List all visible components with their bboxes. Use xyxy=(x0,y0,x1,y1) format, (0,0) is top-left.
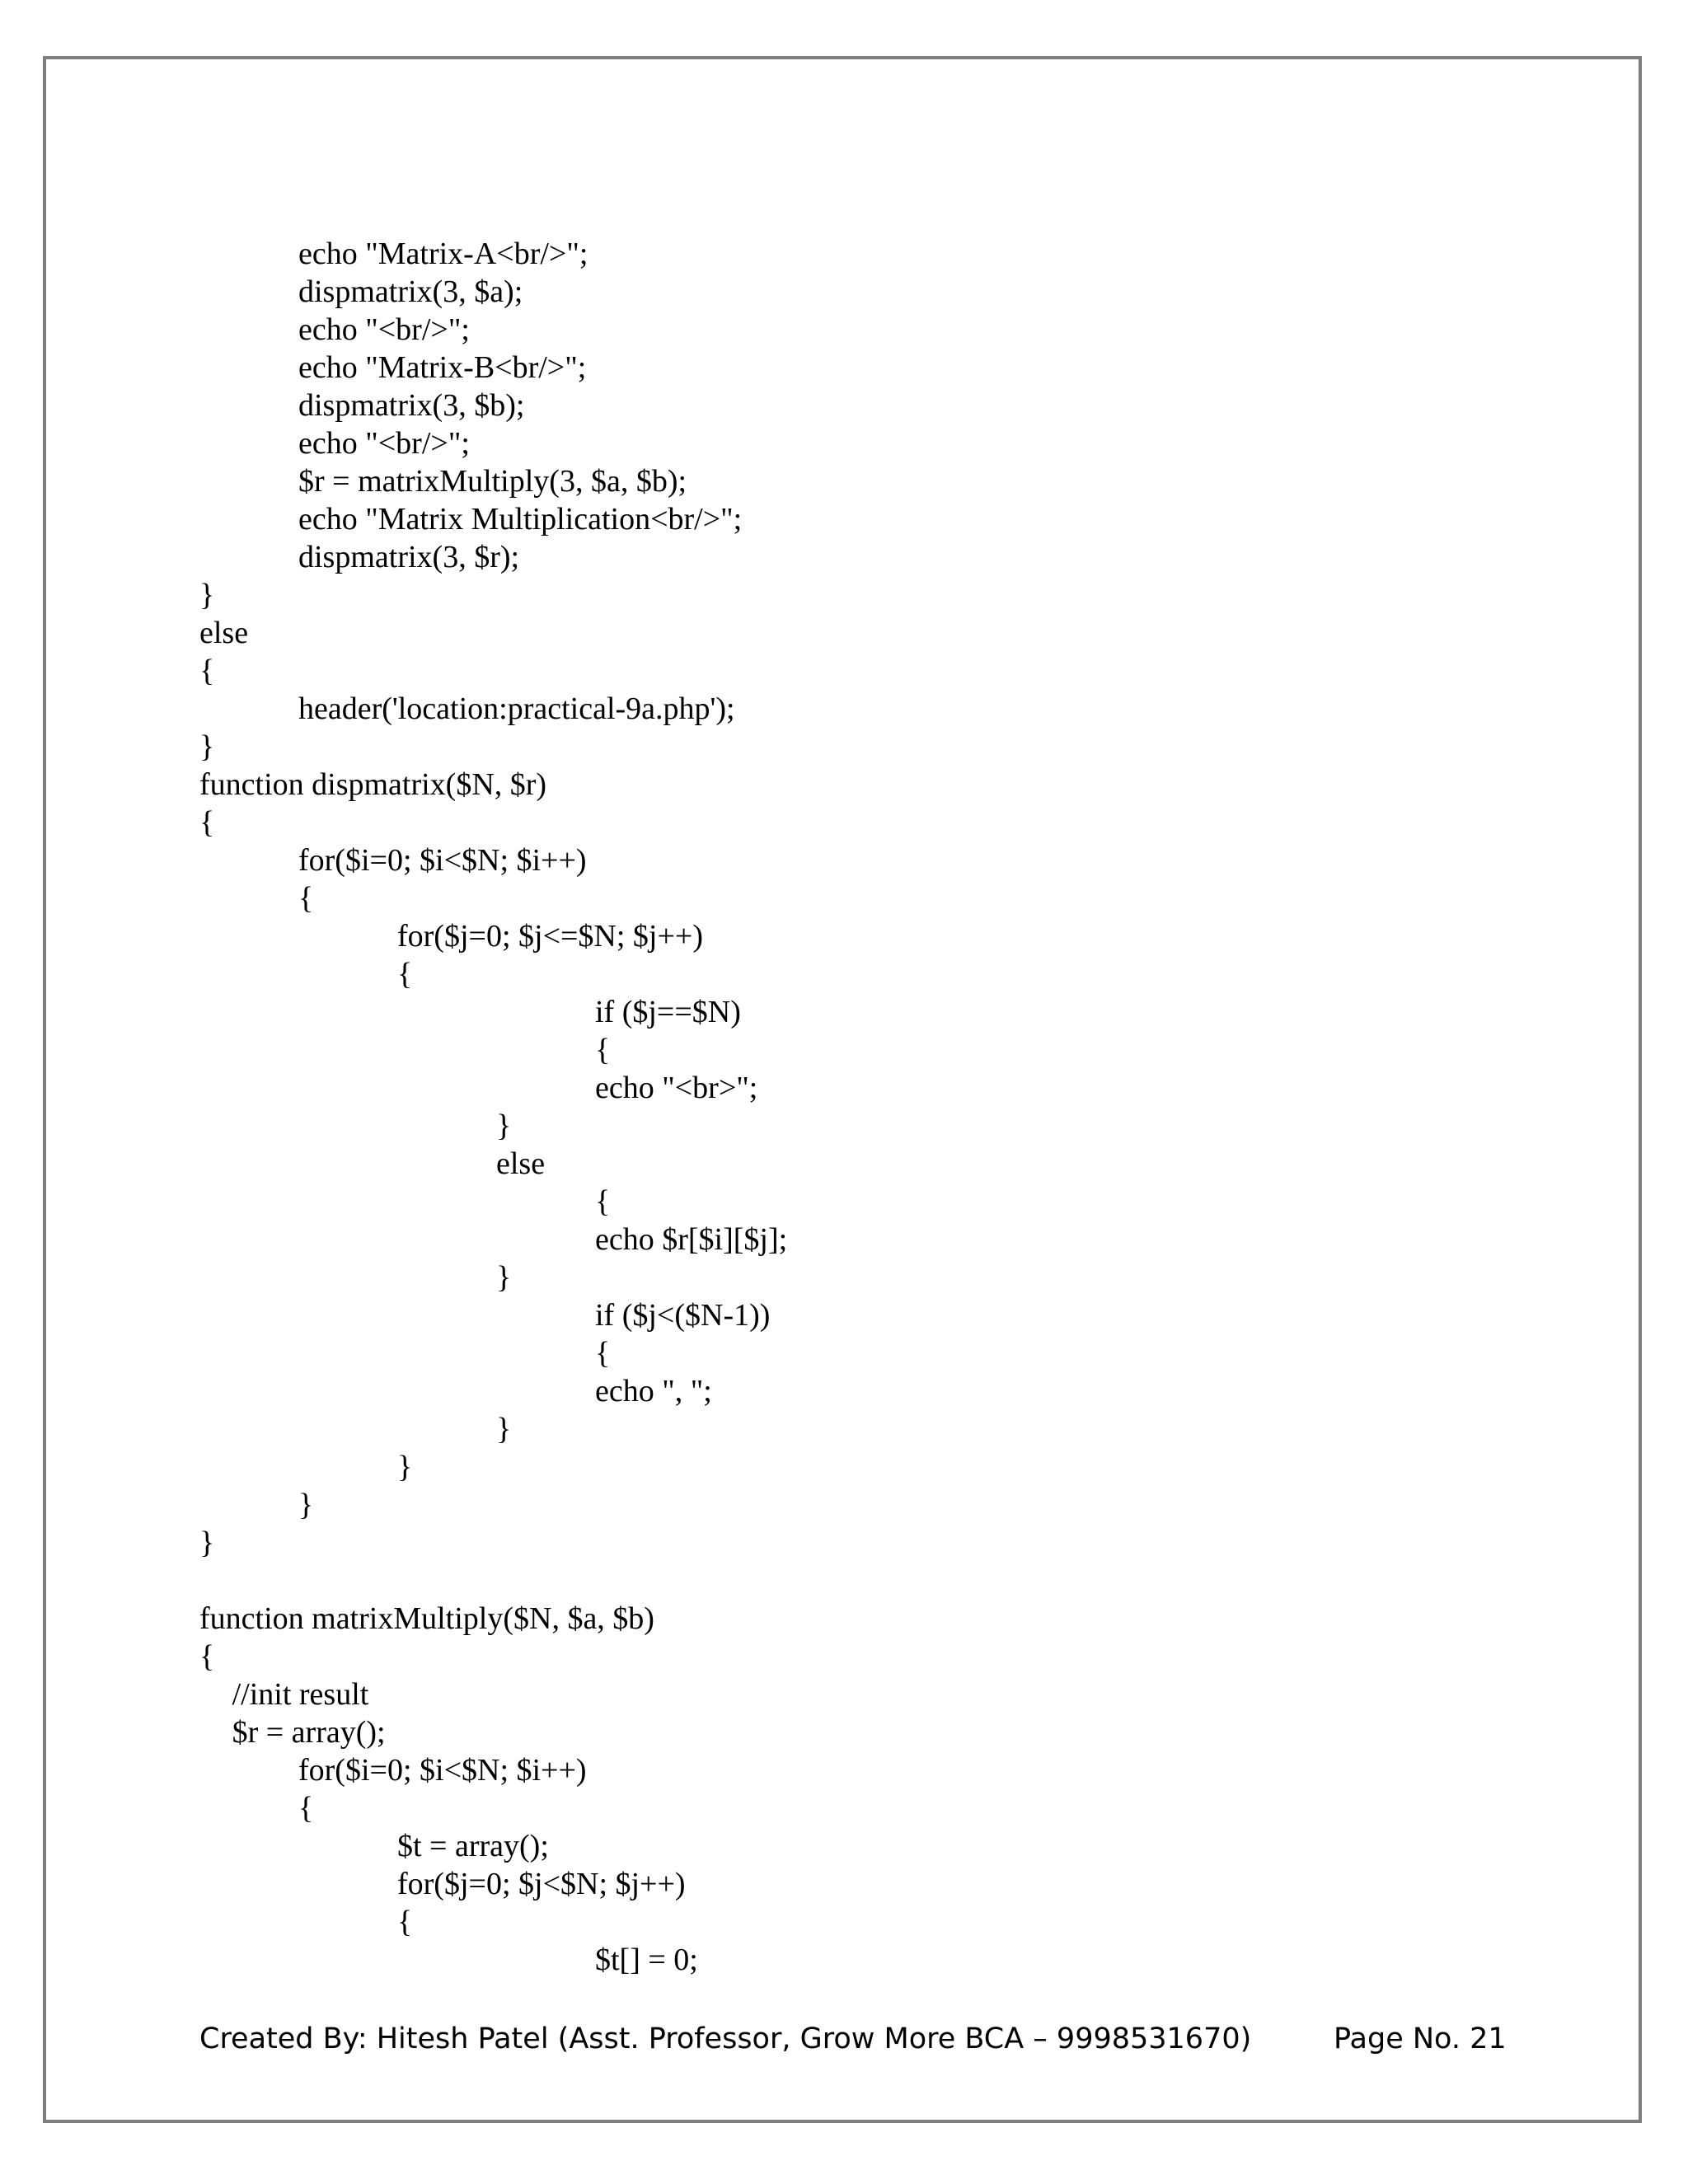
code-line: function matrixMultiply($N, $a, $b) xyxy=(199,1601,654,1636)
code-line: else xyxy=(199,616,249,650)
code-line: echo "Matrix-B<br/>"; xyxy=(298,350,587,385)
code-line: for($i=0; $i<$N; $i++) xyxy=(298,1753,587,1788)
code-line: dispmatrix(3, $r); xyxy=(298,540,520,574)
code-line: } xyxy=(496,1412,512,1446)
code-line: //init result xyxy=(232,1677,369,1712)
code-line: { xyxy=(397,1905,413,1939)
code-line: for($j=0; $j<$N; $j++) xyxy=(397,1867,686,1901)
code-line: if ($j<($N-1)) xyxy=(595,1298,771,1333)
code-line: { xyxy=(298,881,314,916)
code-line: } xyxy=(496,1260,512,1295)
code-line: $t = array(); xyxy=(397,1829,549,1863)
code-line: for($j=0; $j<=$N; $j++) xyxy=(397,919,704,954)
code-line: $r = array(); xyxy=(232,1715,386,1750)
code-line: } xyxy=(298,1488,314,1522)
code-line: } xyxy=(397,1450,413,1484)
code-line: { xyxy=(298,1791,314,1825)
page-border xyxy=(43,56,1642,2123)
code-line: } xyxy=(496,1108,512,1143)
code-line: dispmatrix(3, $b); xyxy=(298,388,525,423)
footer-credit: Created By: Hitesh Patel (Asst. Professor, Grow More BCA – 9998531670) xyxy=(199,2022,1252,2055)
code-line: } xyxy=(199,1526,215,1560)
code-line: } xyxy=(199,729,215,764)
code-line: for($i=0; $i<$N; $i++) xyxy=(298,843,587,878)
code-line: echo "<br>"; xyxy=(595,1071,758,1105)
code-line: function dispmatrix($N, $r) xyxy=(199,767,547,802)
code-line: { xyxy=(397,957,413,991)
code-line: { xyxy=(199,1639,215,1674)
code-line: } xyxy=(199,578,215,612)
code-line: header('location:practical-9a.php'); xyxy=(298,691,735,726)
code-line: { xyxy=(595,1336,611,1371)
code-line: echo $r[$i][$j]; xyxy=(595,1222,788,1257)
code-line: $r = matrixMultiply(3, $a, $b); xyxy=(298,464,687,499)
code-line: else xyxy=(496,1146,546,1181)
code-line: echo "<br/>"; xyxy=(298,426,470,461)
code-line: echo ", "; xyxy=(595,1374,712,1408)
code-line: echo "Matrix Multiplication<br/>"; xyxy=(298,502,743,537)
code-line: echo "Matrix-A<br/>"; xyxy=(298,237,588,271)
code-line: { xyxy=(595,1033,611,1067)
code-line: echo "<br/>"; xyxy=(298,312,470,347)
code-line: $t[] = 0; xyxy=(595,1943,698,1977)
code-line: { xyxy=(595,1184,611,1219)
code-line: { xyxy=(199,654,215,688)
code-line: if ($j==$N) xyxy=(595,995,741,1029)
code-line: { xyxy=(199,805,215,840)
code-line: dispmatrix(3, $a); xyxy=(298,274,523,309)
page-number: Page No. 21 xyxy=(1334,2022,1507,2055)
